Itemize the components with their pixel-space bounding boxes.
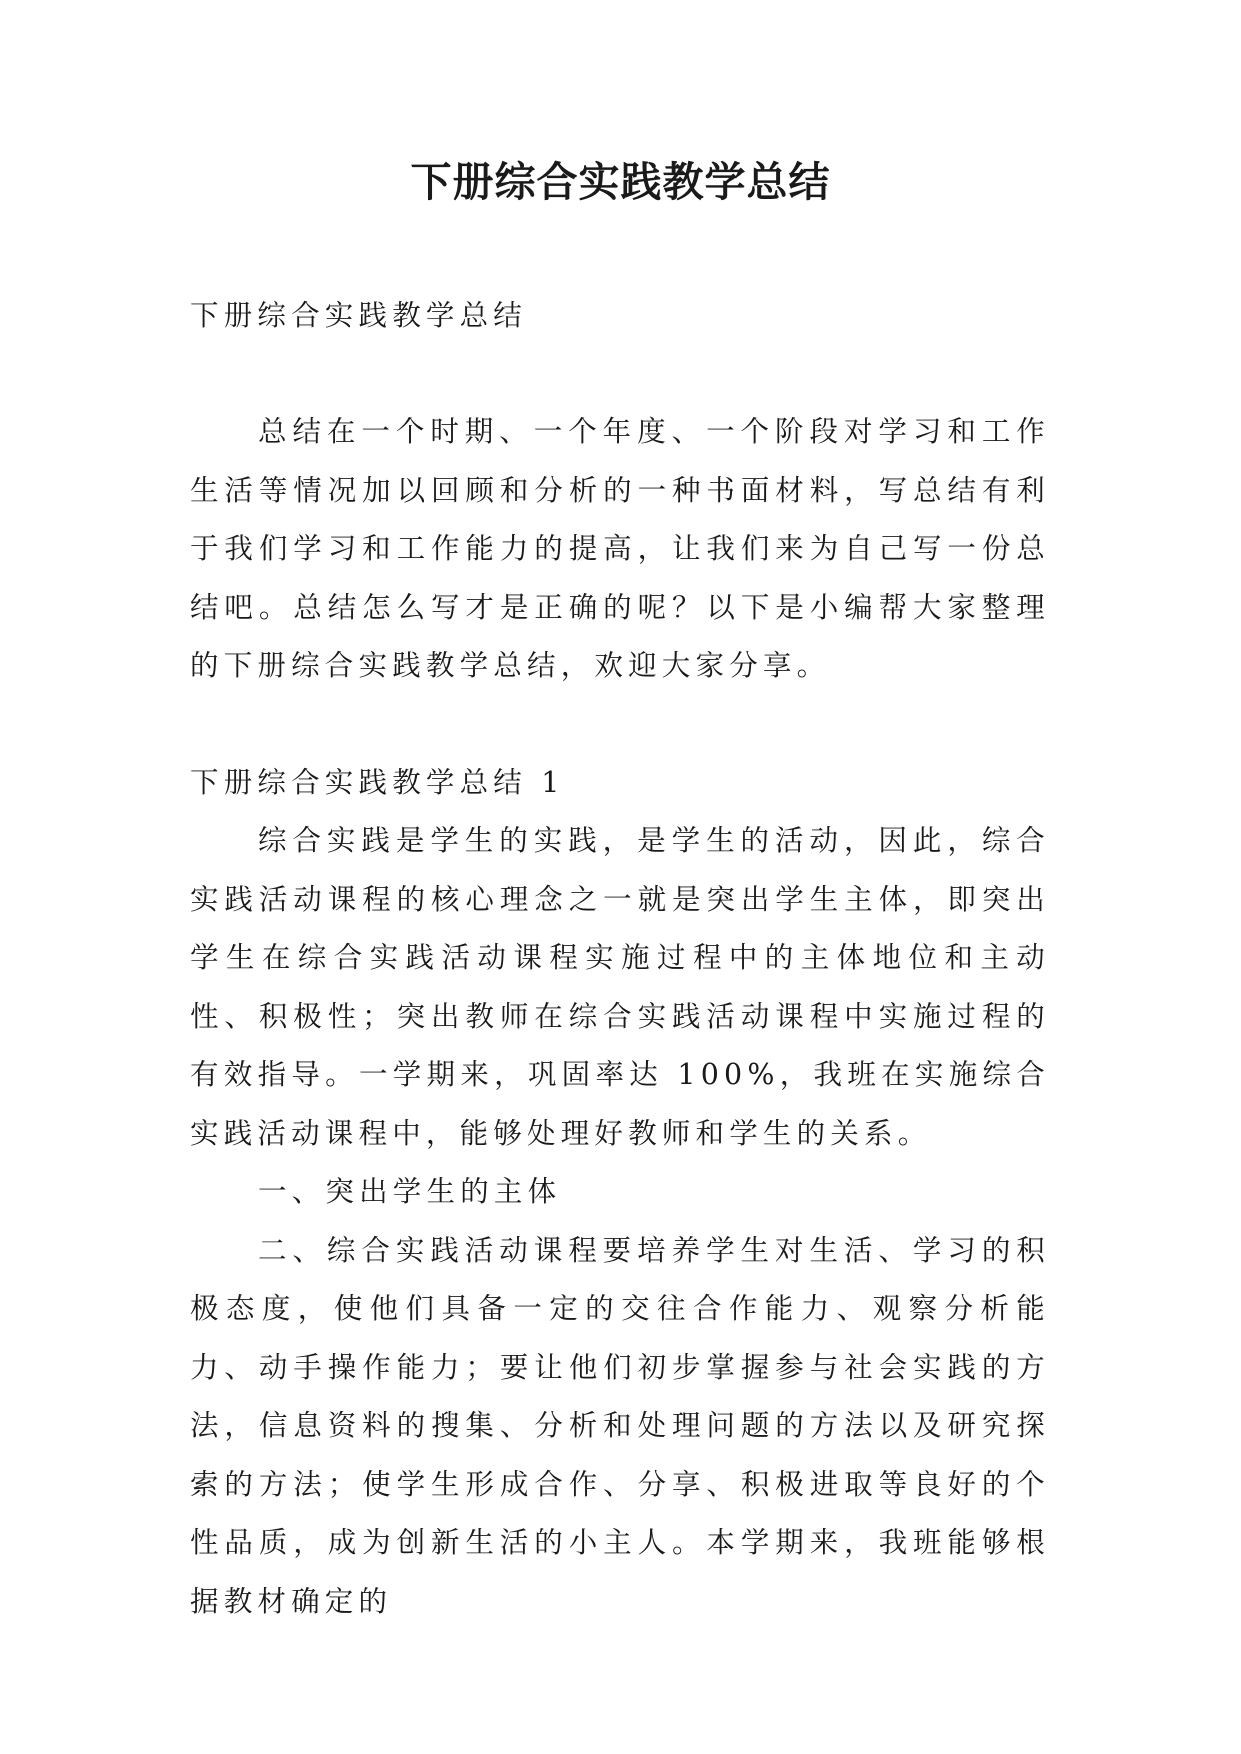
intro-paragraph [190, 403, 1050, 696]
section-1-body [190, 812, 1050, 1631]
intro-text: 总结在一个时期、一个年度、一个阶段对学习和工作生活等情况加以回顾和分析的一种书面材料，写总结有利于我们学习和工作能力的提高，让我们来为自己写一份总结吧。总结怎么写才是正确的呢？以下是小编帮大家整理的下册综合实践教学总结，欢迎大家分享。 [190, 415, 1050, 682]
section-1-heading-text: 下册综合实践教学总结 1 [190, 766, 565, 799]
section-1-paragraph-1: 综合实践是学生的实践，是学生的活动，因此，综合实践活动课程的核心理念之一就是突出学生主体，即突出学生在综合实践活动课程实施过程中的主体地位和主动性、积极性；突出教师在综合实践活动课程中实施过程的有效指导。一学期来，巩固率达 100%，我班在实施综合实践活动课程中，能够处理好教师和学生的关系。 [190, 824, 1050, 1150]
document-subtitle [190, 287, 1050, 346]
section-1-paragraph-3: 二、综合实践活动课程要培养学生对生活、学习的积极态度，使他们具备一定的交往合作能力、观察分析能力、动手操作能力；要让他们初步掌握参与社会实践的方法，信息资料的搜集、分析和处理问题的方法以及研究探索的方法；使学生形成合作、分享、积极进取等良好的个性品质，成为创新生活的小主人。本学期来，我班能够根据教材确定的 [190, 1233, 1050, 1618]
section-1-paragraph-2: 一、突出学生的主体 [258, 1175, 562, 1208]
subtitle-text: 下册综合实践教学总结 [190, 299, 528, 332]
document-title: 下册综合实践教学总结 [410, 158, 831, 206]
section-1-heading [190, 754, 1050, 813]
